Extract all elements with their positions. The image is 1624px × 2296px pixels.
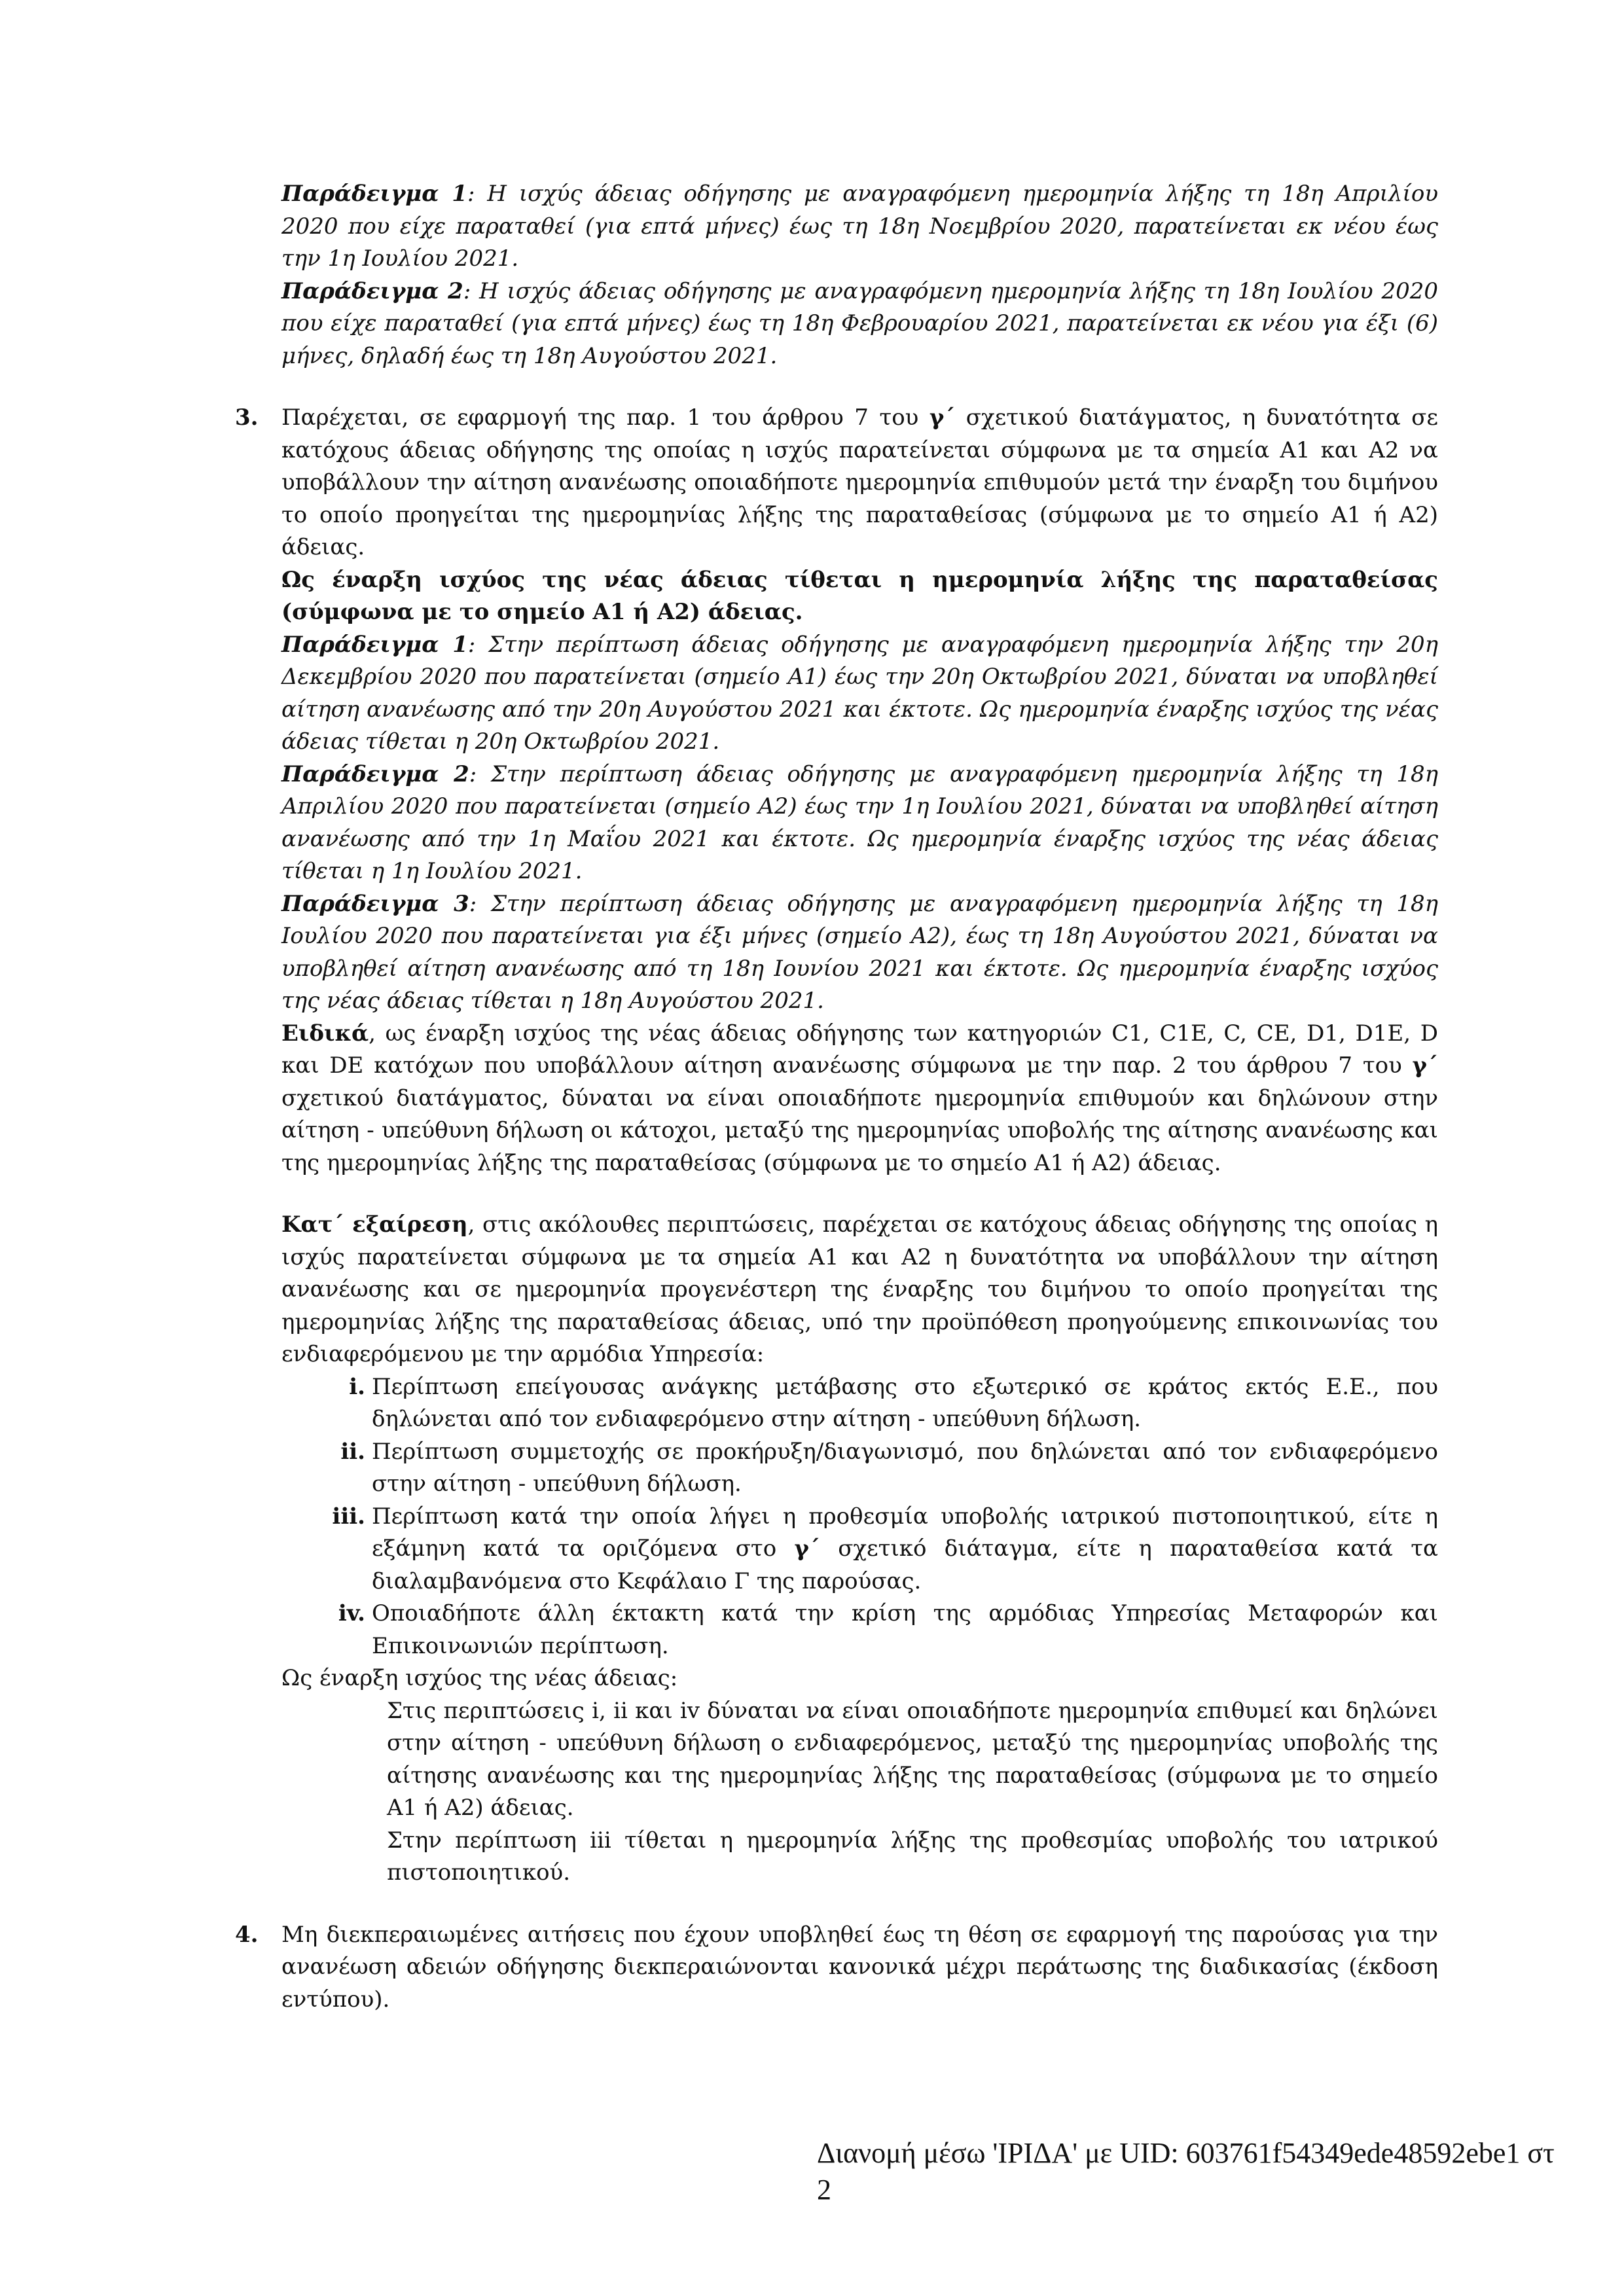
start-intro-block [281,1662,1438,1695]
case-item [349,1371,1438,1436]
example-text: : Η ισχύς άδειας οδήγησης με αναγραφόμενη ημερομηνία λήξης τη 18η Απριλίου 2020 που είχε παραταθεί (για επτά μήνες) έως τη 18η Νοεμβρίου 2020, παρατείνεται εκ νέου έως την 1η Ιουλίου 2021. [281,181,1438,272]
case-item [340,1436,1438,1501]
case-number: iii. [332,1503,365,1530]
section-4 [235,1919,1438,2017]
bullet-item [387,1825,1438,1890]
case-number: ii. [340,1438,365,1465]
section-text: Μη διεκπεραιωμένες αιτήσεις που έχουν υποβληθεί έως τη θέση σε εφαρμογή της παρούσας για την ανανέωση αδειών οδήγησης διεκπεραιώνονται κανονικά μέχρι περάτωσης της διαδικασίας (έκδοση εντύπου). [281,1921,1438,2013]
distribution-footer: Διανομή μέσω 'ΙΡΙΔΑ' με UID: 603761f54349ede48592ebe1 στ [817,2137,1555,2169]
example-label: Παράδειγμα 3 [281,890,469,917]
examples-block [281,178,1438,372]
case-item [332,1501,1439,1598]
document-body [235,178,1438,2016]
example-label: Παράδειγμα 1 [281,631,468,658]
case-text: Περίπτωση επείγουσας ανάγκης μετάβασης στο εξωτερικό σε κράτος εκτός Ε.Ε., που δηλώνεται από τον ενδιαφερόμενο στην αίτηση - υπεύθυνη δήλωση. [372,1373,1438,1432]
example-label: Παράδειγμα 2 [281,761,469,787]
example-paragraph [281,276,1438,373]
case-number: iv. [338,1600,365,1626]
example-label: Παράδειγμα 1 [281,181,467,207]
exception-block [281,1209,1438,1371]
section-number: 3. [235,404,259,431]
section-3 [235,402,1438,1179]
example-paragraph [281,178,1438,276]
example-paragraph: Παράδειγμα 1: Στην περίπτωση άδειας οδήγησης με αναγραφόμενη ημερομηνία λήξης την 20η Δεκεμβρίου 2020 που παρατείνεται (σημείο Α1) έως την 20η Οκτωβρίου 2021, δύναται να υποβληθεί αίτηση ανανέωσης από την 20η Αυγούστου 2021 και έκτοτε. Ως ημερομηνία έναρξης ισχύος της νέας άδειας τίθεται η 20η Οκτωβρίου 2021. [281,631,1438,755]
case-item [338,1598,1438,1662]
start-intro: Ως έναρξη ισχύος της νέας άδειας: [281,1665,678,1691]
example-label: Παράδειγμα 2 [281,278,463,304]
bullet-text: Στην περίπτωση iii τίθεται η ημερομηνία λήξης της προθεσμίας υποβολής του ιατρικού πιστοποιητικού. [387,1827,1438,1886]
bullet-text: Στις περιπτώσεις i, ii και iv δύναται να είναι οποιαδήποτε ημερομηνία επιθυμεί και δηλώνει στην αίτηση - υπεύθυνη δήλωση ο ενδιαφερόμενος, μεταξύ της ημερομηνίας υποβολής της αίτησης ανανέωσης και της ημερομηνίας λήξης της παραταθείσας (σύμφωνα με το σημείο Α1 ή Α2) άδειας. [387,1697,1438,1821]
example-paragraph: Παράδειγμα 2: Στην περίπτωση άδειας οδήγησης με αναγραφόμενη ημερομηνία λήξης τη 18η Απριλίου 2020 που παρατείνεται (σημείο Α2) έως την 1η Ιουλίου 2021, δύναται να υποβληθεί αίτηση ανανέωσης από την 1η Μαΐου 2021 και έκτοτε. Ως ημερομηνία έναρξης ισχύος της νέας άδειας τίθεται η 1η Ιουλίου 2021. [281,761,1438,884]
example-text: : Η ισχύς άδειας οδήγησης με αναγραφόμενη ημερομηνία λήξης τη 18η Ιουλίου 2020 που είχε παραταθεί (για επτά μήνες) έως τη 18η Φεβρουαρίου 2021, παρατείνεται εκ νέου για έξι (6) μήνες, δηλαδή έως τη 18η Αυγούστου 2021. [281,278,1438,369]
exception-paragraph: Κατ΄ εξαίρεση, στις ακόλουθες περιπτώσεις, παρέχεται σε κατόχους άδειας οδήγησης της οποίας η ισχύς παρατείνεται σύμφωνα με τα σημεία Α1 και Α2 η δυνατότητα να υποβάλλουν την αίτηση ανανέωσης και σε ημερομηνία προγενέστερη της έναρξης του διμήνου το οποίο προηγείται της ημερομηνίας λήξης της παραταθείσας άδειας, υπό την προϋπόθεση προηγούμενης επικοινωνίας του ενδιαφερόμενου με την αρμόδια Υπηρεσία: [281,1211,1438,1367]
case-text: Οποιαδήποτε άλλη έκτακτη κατά την κρίση της αρμόδιας Υπηρεσίας Μεταφορών και Επικοινωνιών περίπτωση. [372,1600,1438,1659]
example-paragraph: Παράδειγμα 3: Στην περίπτωση άδειας οδήγησης με αναγραφόμενη ημερομηνία λήξης τη 18η Ιουλίου 2020 που παρατείνεται για έξι μήνες (σημείο Α2), έως τη 18η Αυγούστου 2021, δύναται να υποβληθεί αίτηση ανανέωσης από τη 18η Ιουνίου 2021 και έκτοτε. Ως ημερομηνία έναρξης ισχύος της νέας άδειας τίθεται η 18η Αυγούστου 2021. [281,890,1438,1014]
special-paragraph: Ειδικά, ως έναρξη ισχύος της νέας άδειας οδήγησης των κατηγοριών C1, C1E, C, CE, D1, D1E, D και DE κατόχων που υποβάλλουν αίτηση ανανέωσης σύμφωνα με την παρ. 2 του άρθρου 7 του γ΄ σχετικού διατάγματος, δύναται να είναι οποιαδήποτε ημερομηνία επιθυμούν και δηλώνουν στην αίτηση - υπεύθυνη δήλωση οι κάτοχοι, μεταξύ της ημερομηνίας υποβολής της αίτησης ανανέωσης και της ημερομηνίας λήξης της παραταθείσας (σύμφωνα με το σημείο Α1 ή Α2) άδειας. [281,1020,1438,1176]
section-intro: Παρέχεται, σε εφαρμογή της παρ. 1 του άρθρου 7 του γ΄ σχετικού διατάγματος, η δυνατότητα σε κατόχους άδειας οδήγησης της οποίας η ισχύς παρατείνεται σύμφωνα με τα σημεία Α1 και Α2 να υποβάλλουν την αίτηση ανανέωσης οποιαδήποτε ημερομηνία επιθυμούν μετά την έναρξη του διμήνου το οποίο προηγείται της ημερομηνίας λήξης της παραταθείσας (σύμφωνα με το σημείο Α1 ή Α2) άδειας. [281,404,1438,560]
case-number: i. [349,1373,365,1400]
case-text: Περίπτωση κατά την οποία λήγει η προθεσμία υποβολής ιατρικού πιστοποιητικού, είτε η εξάμηνη κατά τα οριζόμενα στο γ΄ σχετικό διάταγμα, είτε η παραταθείσα κατά τα διαλαμβανόμενα στο Κεφάλαιο Γ της παρούσας. [372,1503,1439,1594]
case-text: Περίπτωση συμμετοχής σε προκήρυξη/διαγωνισμό, που δηλώνεται από τον ενδιαφερόμενο στην αίτηση - υπεύθυνη δήλωση. [372,1438,1438,1497]
bullet-item [387,1695,1438,1825]
section-number: 4. [235,1921,259,1948]
bold-statement: Ως έναρξη ισχύος της νέας άδειας τίθεται η ημερομηνία λήξης της παραταθείσας (σύμφωνα με το σημείο Α1 ή Α2) άδειας. [281,566,1438,625]
page-number: 2 [817,2174,831,2206]
